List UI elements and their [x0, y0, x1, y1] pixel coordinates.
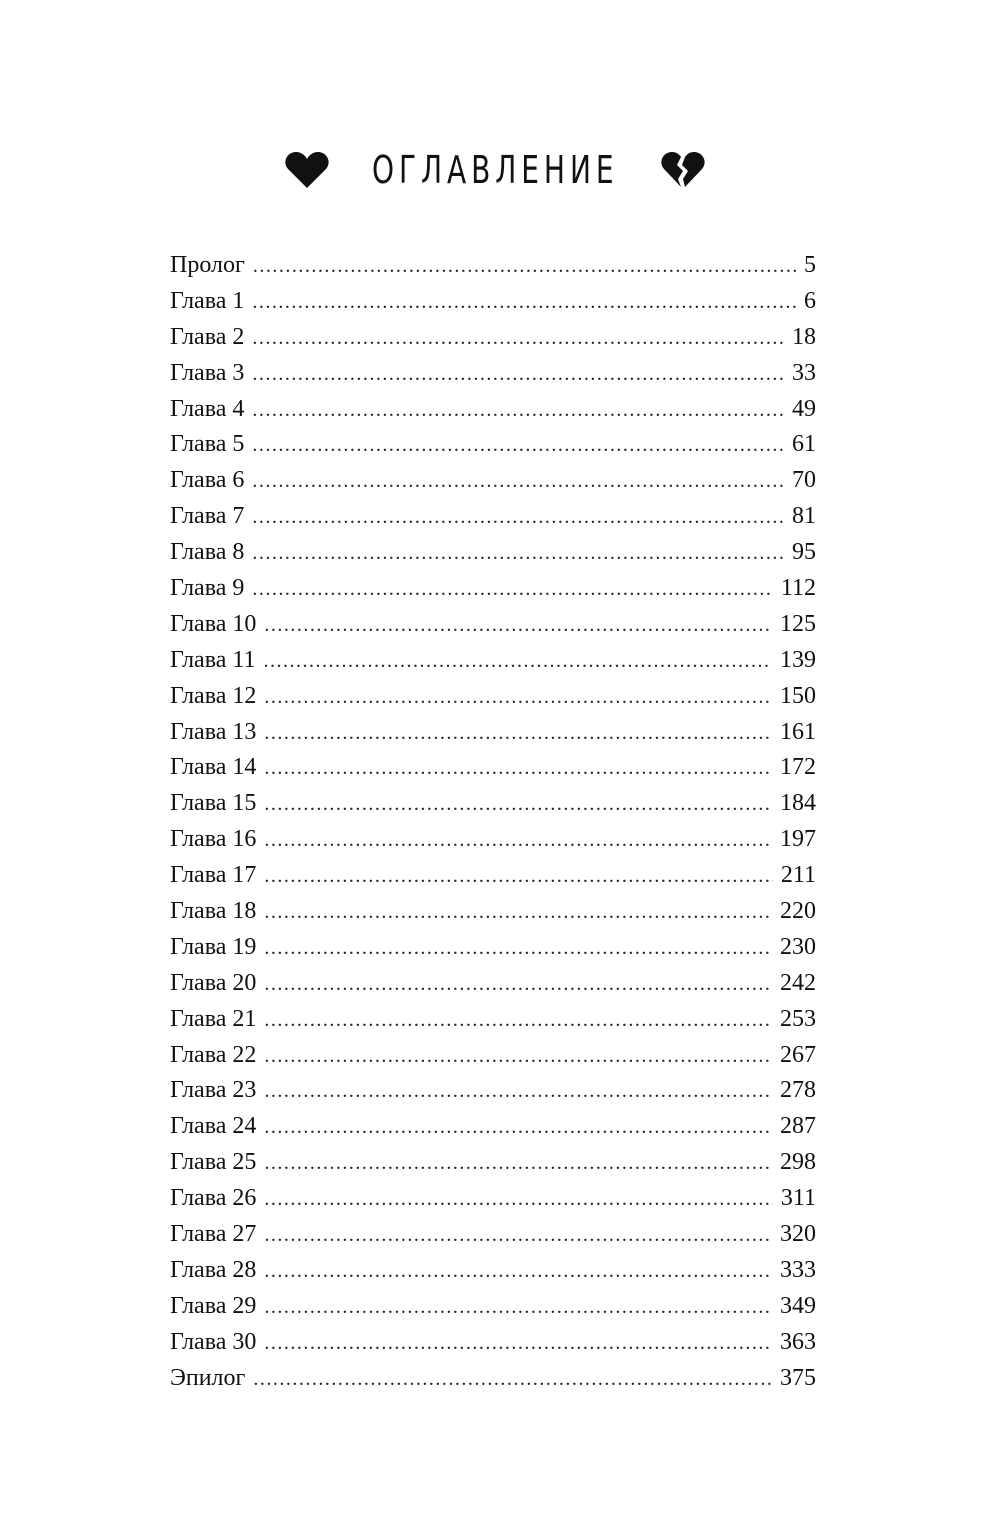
dot-leader — [263, 644, 772, 680]
toc-entry — [170, 392, 816, 428]
toc-entry-page-number: 18 — [792, 323, 816, 350]
toc-entry-label: Глава 29 — [170, 1292, 257, 1319]
toc-entry — [170, 284, 816, 320]
dot-leader — [264, 1182, 773, 1218]
toc-entry-label: Пролог — [170, 252, 245, 278]
toc-entry-label: Глава 5 — [170, 431, 245, 458]
toc-entry-label: Эпилог — [170, 1364, 246, 1391]
toc-entry-page-number: 61 — [792, 431, 816, 458]
dot-leader — [264, 1146, 772, 1182]
toc-entry-page-number: 70 — [792, 467, 816, 494]
toc-entry-label: Глава 25 — [170, 1149, 257, 1176]
toc-entry-label: Глава 16 — [170, 826, 257, 853]
toc-entry — [170, 715, 816, 751]
toc-entry — [170, 930, 816, 966]
dot-leader — [264, 859, 773, 895]
toc-entry-label: Глава 18 — [170, 898, 257, 925]
dot-leader — [264, 967, 772, 1003]
toc-entry-page-number: 311 — [780, 1185, 816, 1212]
toc-entry-page-number: 6 — [804, 287, 816, 314]
dot-leader — [264, 680, 772, 716]
toc-entry — [170, 1289, 816, 1325]
toc-entry — [170, 679, 816, 715]
toc-entry-label: Глава 27 — [170, 1221, 257, 1248]
toc-entry — [170, 1181, 816, 1217]
toc-entry — [170, 1145, 816, 1181]
toc-entry-label: Глава 7 — [170, 503, 245, 530]
dot-leader — [264, 895, 772, 931]
toc-entry-label: Глава 21 — [170, 1005, 257, 1032]
toc-entry-page-number: 278 — [780, 1077, 816, 1104]
dot-leader — [253, 1362, 772, 1398]
toc-entry — [170, 858, 816, 894]
toc-entry — [170, 1325, 816, 1361]
toc-entry-page-number: 220 — [780, 898, 816, 925]
toc-entry-page-number: 5 — [804, 252, 816, 278]
toc-entry-label: Глава 1 — [170, 287, 245, 314]
heart-icon — [285, 150, 329, 190]
toc-entry — [170, 1002, 816, 1038]
dot-leader — [264, 1003, 772, 1039]
toc-entry — [170, 1038, 816, 1074]
toc-entry-label: Глава 6 — [170, 467, 245, 494]
toc-entry-label: Глава 28 — [170, 1256, 257, 1283]
dot-leader — [252, 393, 784, 429]
toc-entry — [170, 356, 816, 392]
toc-entry — [170, 463, 816, 499]
toc-entry-label: Глава 15 — [170, 790, 257, 817]
toc-entry-page-number: 95 — [792, 539, 816, 566]
toc-entry-page-number: 211 — [780, 862, 816, 889]
toc-entry-page-number: 363 — [780, 1328, 816, 1355]
toc-entry — [170, 607, 816, 643]
toc-entry-page-number: 197 — [780, 826, 816, 853]
toc-entry — [170, 248, 816, 284]
dot-leader — [252, 428, 784, 464]
toc-entry — [170, 894, 816, 930]
broken-heart-icon — [661, 150, 705, 190]
toc-entry — [170, 571, 816, 607]
dot-leader — [264, 751, 772, 787]
dot-leader — [264, 931, 772, 967]
dot-leader — [264, 1074, 772, 1110]
toc-entry-page-number: 267 — [780, 1041, 816, 1068]
dot-leader — [253, 249, 796, 285]
toc-entry-page-number: 184 — [780, 790, 816, 817]
toc-entry-page-number: 375 — [780, 1364, 816, 1391]
toc-entry-label: Глава 9 — [170, 575, 245, 602]
toc-entry-label: Глава 20 — [170, 969, 257, 996]
toc-entry-page-number: 172 — [780, 754, 816, 781]
toc-entry-page-number: 81 — [792, 503, 816, 530]
toc-entry-page-number: 230 — [780, 933, 816, 960]
toc-entry-label: Глава 13 — [170, 718, 257, 745]
toc-entry — [170, 320, 816, 356]
toc-entry — [170, 1361, 816, 1397]
dot-leader — [252, 464, 784, 500]
toc-entry-label: Глава 3 — [170, 359, 245, 386]
toc-entry-page-number: 349 — [780, 1292, 816, 1319]
toc-entry-label: Глава 19 — [170, 933, 257, 960]
dot-leader — [264, 716, 772, 752]
toc-entry-label: Глава 4 — [170, 395, 245, 422]
toc-entry — [170, 750, 816, 786]
toc-entry — [170, 499, 816, 535]
toc-entry-page-number: 161 — [780, 718, 816, 745]
toc-entry-page-number: 33 — [792, 359, 816, 386]
dot-leader — [264, 823, 772, 859]
toc-entry-page-number: 150 — [780, 682, 816, 709]
dot-leader — [252, 572, 773, 608]
toc-entry-page-number: 333 — [780, 1256, 816, 1283]
toc-entry-label: Глава 17 — [170, 862, 257, 889]
dot-leader — [264, 1218, 772, 1254]
toc-entry-label: Глава 30 — [170, 1328, 257, 1355]
toc-entry-label: Глава 24 — [170, 1113, 257, 1140]
dot-leader — [264, 1039, 772, 1075]
dot-leader — [264, 1254, 772, 1290]
toc-entry-label: Глава 11 — [170, 646, 256, 673]
toc-entry-page-number: 242 — [780, 969, 816, 996]
toc-entry — [170, 427, 816, 463]
toc-entry-page-number: 139 — [780, 646, 816, 673]
toc-entry-label: Глава 26 — [170, 1185, 257, 1212]
toc-entry — [170, 822, 816, 858]
dot-leader — [252, 536, 784, 572]
toc-entry-page-number: 125 — [780, 610, 816, 637]
toc-entry-label: Глава 8 — [170, 539, 245, 566]
toc-entry — [170, 535, 816, 571]
dot-leader — [252, 321, 784, 357]
toc-entry — [170, 786, 816, 822]
toc-entry-label: Глава 14 — [170, 754, 257, 781]
table-of-contents — [170, 248, 816, 1397]
toc-entry — [170, 643, 816, 679]
dot-leader — [264, 1110, 772, 1146]
toc-entry-label: Глава 22 — [170, 1041, 257, 1068]
toc-entry — [170, 1253, 816, 1289]
toc-entry-page-number: 49 — [792, 395, 816, 422]
dot-leader — [264, 1290, 772, 1326]
toc-entry-page-number: 320 — [780, 1221, 816, 1248]
toc-entry-label: Глава 12 — [170, 682, 257, 709]
toc-entry-page-number: 287 — [780, 1113, 816, 1140]
page-title: ОГЛАВЛЕНИЕ — [371, 148, 619, 192]
toc-entry-page-number: 112 — [780, 575, 816, 602]
toc-entry — [170, 1217, 816, 1253]
title-row — [0, 150, 990, 190]
dot-leader — [252, 285, 796, 321]
toc-entry-label: Глава 2 — [170, 323, 245, 350]
toc-entry — [170, 966, 816, 1002]
dot-leader — [252, 357, 784, 393]
dot-leader — [264, 1326, 772, 1362]
toc-entry — [170, 1073, 816, 1109]
toc-entry-page-number: 298 — [780, 1149, 816, 1176]
dot-leader — [264, 608, 772, 644]
toc-entry-label: Глава 10 — [170, 610, 257, 637]
toc-entry-label: Глава 23 — [170, 1077, 257, 1104]
toc-entry — [170, 1109, 816, 1145]
toc-entry-page-number: 253 — [780, 1005, 816, 1032]
dot-leader — [252, 500, 784, 536]
dot-leader — [264, 787, 772, 823]
